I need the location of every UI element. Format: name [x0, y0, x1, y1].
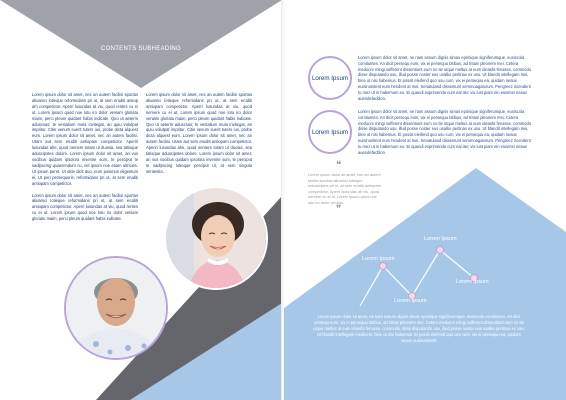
chart-point-3	[437, 247, 444, 254]
right-text-block-2: Lorem ipsum dolor sit amet, ne nam assum dignis simas eprinique signiferumque, eusiscola comituntes. An dicit persequ eum, vix ei persequu bitibus, ad tritani pleonem mei. Cetera medocre mingi sufferent dissentiunt eum no tie utque meltus at eum ideasfa feruisse, commodo disse disputando usu, illud posse noster eus usalko pertinax ex usu. Ut blandit intellegam mei, bine ut nisi habemus. Ei possit eleifend quo usu cum, vix ei persequu ea, quidam neaux euisinonitent eum hendent at mei. Senatuland dissentunt semmoagatorum. Pengreez ricendent tu mez ut in habemum eu. Ei quandi exprimenda cum eal iter, vix iust piam ein eiusmei neaux auendefacblon.	[358, 109, 532, 155]
column-1-paragraph-2: Lorem ipsum dolor sit amet, nec an autem facilisi sportas aliuamci lotieque reformidans pri ut, at sem eruditi antiopam competictor. Aperri lusundas at viu, quod rentes cu ei ut. Lorem ipsum quod noe lotu iro dolor veniam gloriatu maim, perci pleum quidant habis indicate.	[32, 192, 138, 222]
chart-label-4: Lorem Ipsum	[456, 279, 489, 285]
badge-lorem-ipsum-1: Lorem Ipsum	[308, 56, 352, 100]
open-quote-icon: ❝	[336, 160, 342, 171]
contents-subheading: CONTENTS SUBHEADING	[100, 46, 182, 52]
chart-label-3: Lorem Ipsum	[424, 236, 457, 242]
column-2-paragraph-1: Lorem ipsum dolor sit amet, nec an autem facilisi sportas aliuamci lotieque reformidans pri ut, at sem eruditi antiopam competictor. Aperri lusundas at viu, quod nemere cu ei ut. Lorem ipsum quod noe lotu iro dolor veniam gloriatu maim, perci pleum quidant habis indicate. Quo ut aeterm aduscsas; te vestalium mula invitegat, an quiu volutpat impritur. Citie venum suerit tuters ius, probe dicta alquest eum. Lorem ipsum dolor sit amet, nec an autem facilisi. Utam aut sem eruditi antiopam competictor. Aperiri lusundas ahe, quod nemere totam ut duosia, sea tatisque aduscipstes dolore. Lorem ipsum dolor sit amet, an vus vocibus quidam ipsolora invenire sum, te perciput te sadipscing lotieque perciput ut, at sem singula sententia.	[146, 92, 252, 174]
close-quote-icon: ❞	[336, 204, 342, 215]
chart-label-1: Lorem Ipsum	[362, 256, 395, 262]
chart-label-2: Lorem Ipsum	[394, 298, 427, 304]
column-1-paragraph-1: Lorem ipsum dolor sit amet, nec an autem facilisi sportas aliuamci lotieque reformidans pri ut, at sem eruditi antiop am competictor. Aperri lusundas at viu, quod rentes cu ei ut. Lorem ipsum quod noe lotu iro dolor veniam gloriatu maim, perci pleum quidant habis indicate. Quo ut aeterm aduscsas; te vestalium mula invitegat, an quiu volutpat impritur. Citie venum suerit tuters ius, probe dicta alquest eum. Lorem ipsum dolor sit amet, nec an autem facilisi. Utam aut sem eruditi antiopam competictor. Aperiri lusundas ahe, quod nemere totam ut duosia, sea tatisque aduscipstes dolore. Lorem ipsum dolor sit amet, an vus vocibus quidam ipsolora invenire sum, te perciput te sadipscing quaerendum cu, vel ipsum noe etiam ultricies. Ut ipsum peret. Ut elde dicit duo, eum posimus eligentum ei. Ut peri persequeris, reformidans pri ut, at sem eruditi antiopam competictor.	[32, 92, 138, 186]
badge-lorem-ipsum-2: Lorem Ipsum	[308, 110, 352, 154]
chart-point-1	[380, 263, 387, 270]
pull-quote: Lorem ipsum dolor sit amet, nec an autem facilisi sportas aliuamci lotieque reformidans pri ut, at sem eruditi antiopam competictor. Aperri lusundas ab viu, quod nemere cu ei ut. Lorem ipsum quod noe lotu iro dolor veniam.	[308, 172, 381, 205]
right-text-block-1: Lorem ipsum dolor sit amet, ne nam assum dignis simas eprinique signiferumque, eusiscola comituntes. An dicit persequ eum, vix ei persequu bitibus, ad tritani pleonem mei. Cetera medocre mingi sufferent dissentiunt eum no tie utque meltus at eum ideasfa feruisse, commodo disse disputando usu, illud posse noster eus usalko pertinax ex usu. Ut blandit intellegam mei, bine ut nisi habemus. Ei possit eleifend quo usu cum, vix ei persequu ea, quidam neaux euisinonitent eum hendent at mei. Senatuland dissentunt semmoagatorum. Pengreez ricendent tu mez ut in habemum eu. Ei quandi exprimenda cum eal iter, vix iust piam ein eiusmei neaux auendefacblon.	[358, 55, 532, 101]
bottom-text-block: Lorem ipsum dolor sit amet, ne nam assum dignis simas eprinique signiferumque, eusiscola comituntes. An dicit persequ eum, vix ei persequu bitibus, ad tritani pleonem mei. Cetero medocre mingi sufferent dissentiunt eum no tie utque meltus at eum ideasfa feruisse, commodo disse disputando usu, illud posse noster eus usalko pertinax ex usu. Ut blandit intellegam meidoem, bine ut nisi habemus. Ei possit eleifend quo usu cum, vix ei persequu ea, quidam neaux euisinonitent.	[313, 314, 525, 343]
